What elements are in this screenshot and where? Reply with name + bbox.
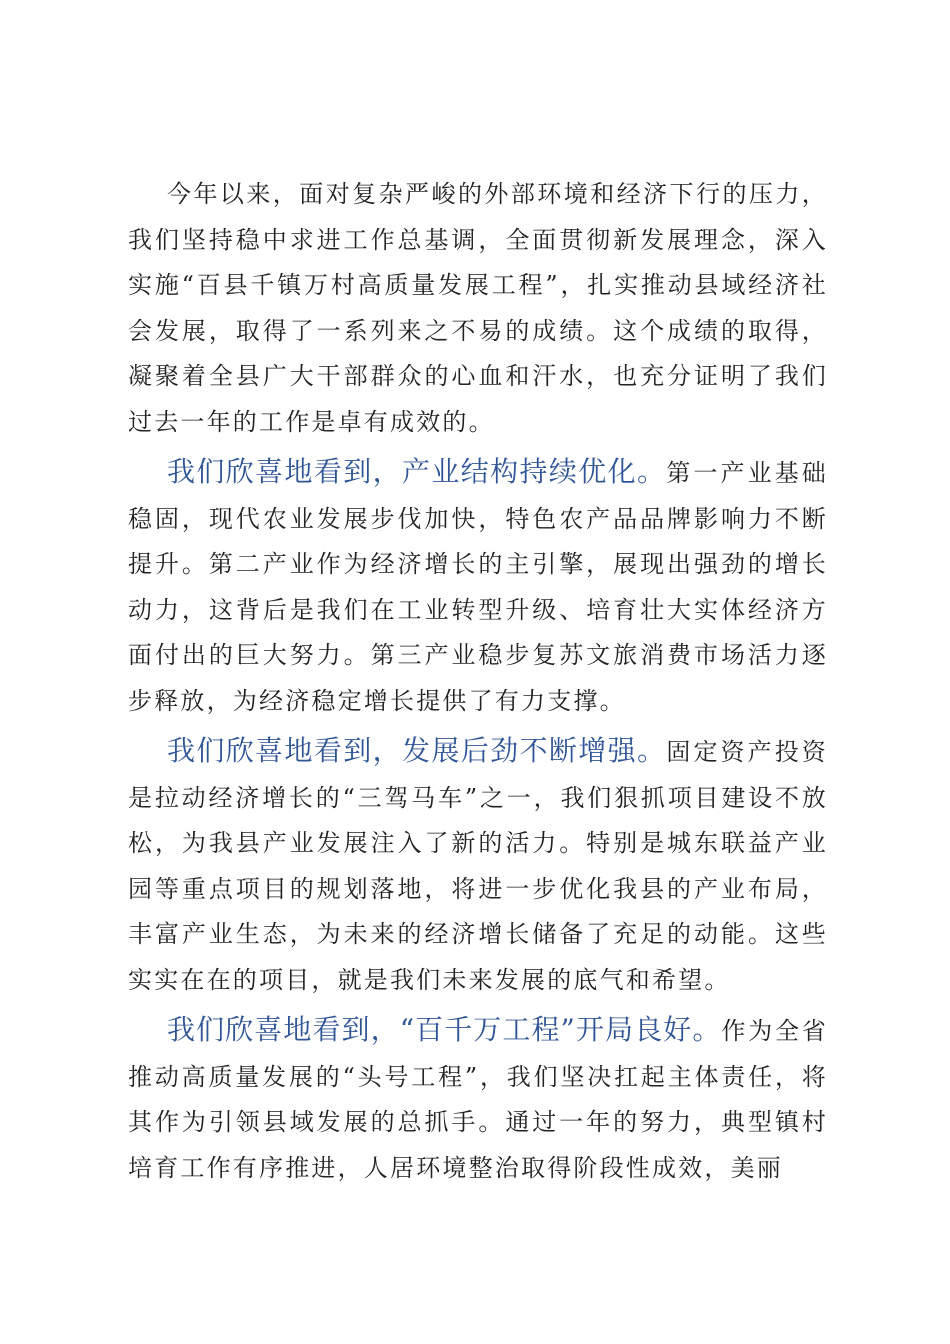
paragraph-industry-structure bbox=[128, 449, 828, 724]
paragraph-project-launch bbox=[128, 1007, 828, 1191]
paragraph-heading: 我们欣喜地看到，发展后劲不断增强。 bbox=[167, 734, 667, 767]
paragraph-heading: 我们欣喜地看到，“百千万工程”开局良好。 bbox=[167, 1013, 722, 1046]
paragraph-development-momentum bbox=[128, 728, 828, 1003]
paragraph-body: 今年以来，面对复杂严峻的外部环境和经济下行的压力，我们坚持稳中求进工作总基调，全面贯彻新发展理念，深入实施“百县千镇万村高质量发展工程”，扎实推动县域经济社会发展，取得了一系列来之不易的成绩。这个成绩的取得，凝聚着全县广大干部群众的心血和汗水，也充分证明了我们过去一年的工作是卓有成效的。 bbox=[128, 180, 828, 436]
paragraph-intro bbox=[128, 172, 828, 445]
document-body bbox=[128, 172, 828, 1195]
paragraph-body: 作为全省推动高质量发展的“头号工程”，我们坚决扛起主体责任，将其作为引领县域发展的总抓手。通过一年的努力，典型镇村培育工作有序推进，人居环境整治取得阶段性成效，美丽 bbox=[128, 1017, 828, 1182]
paragraph-body: 固定资产投资是拉动经济增长的“三驾马车”之一，我们狠抓项目建设不放松，为我县产业发展注入了新的活力。特别是城东联益产业园等重点项目的规划落地，将进一步优化我县的产业布局，丰富产业生态，为未来的经济增长储备了充足的动能。这些实实在在的项目，就是我们未来发展的底气和希望。 bbox=[128, 738, 828, 994]
paragraph-heading: 我们欣喜地看到，产业结构持续优化。 bbox=[167, 455, 667, 488]
paragraph-body: 第一产业基础稳固，现代农业发展步伐加快，特色农产品品牌影响力不断提升。第二产业作为经济增长的主引擎，展现出强劲的增长动力，这背后是我们在工业转型升级、培育壮大实体经济方面付出的巨大努力。第三产业稳步复苏文旅消费市场活力逐步释放，为经济稳定增长提供了有力支撑。 bbox=[128, 459, 828, 715]
